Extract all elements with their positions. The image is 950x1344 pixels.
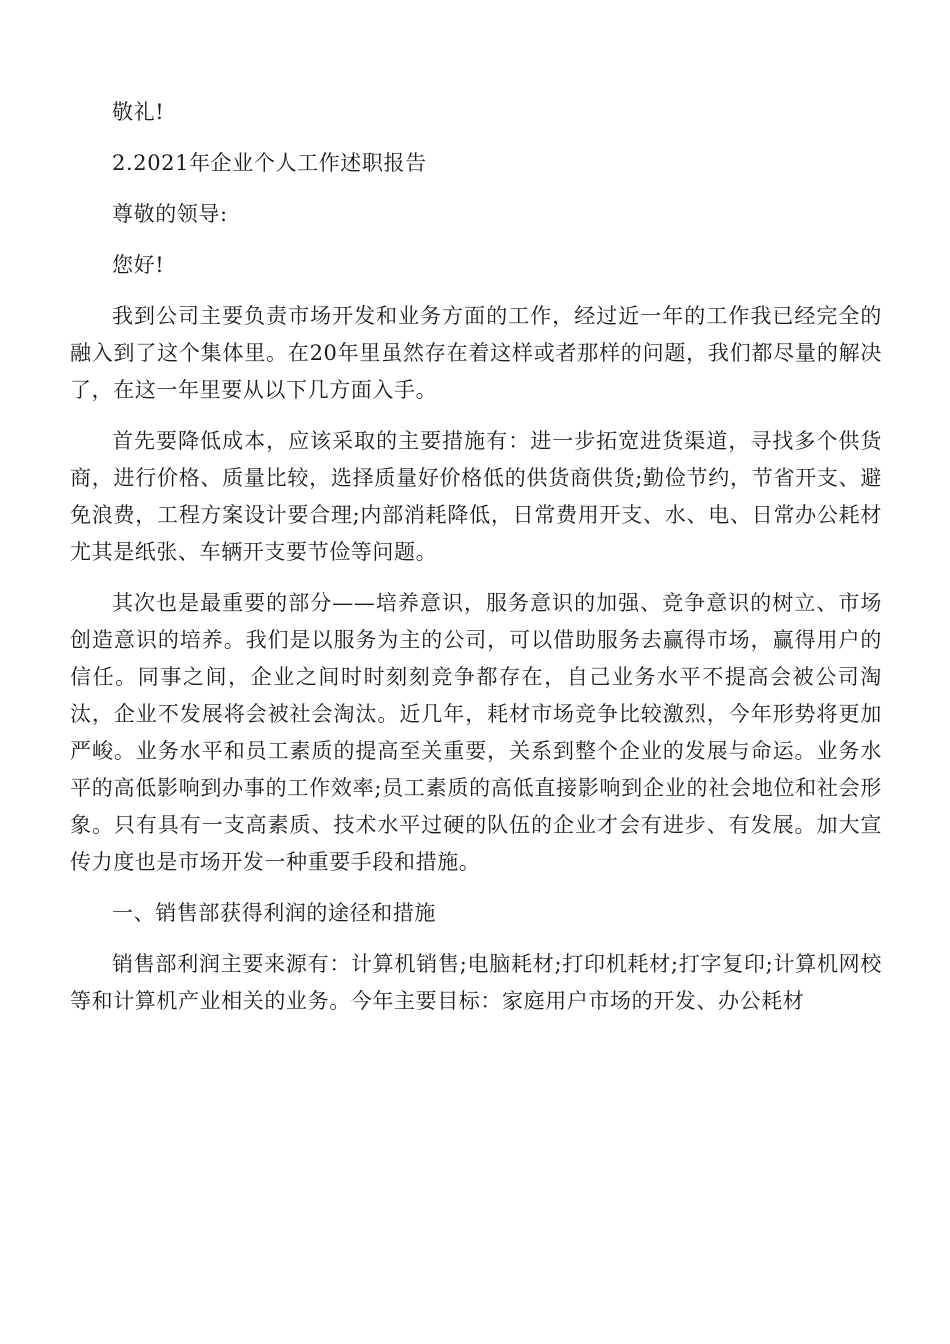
subsection-heading: 一、销售部获得利润的途径和措施: [112, 901, 436, 925]
section-heading: 2.2021年企业个人工作述职报告: [112, 151, 427, 175]
body-paragraph: 销售部利润主要来源有：计算机销售;电脑耗材;打印机耗材;打字复印;计算机网校等和计算机产业相关的业务。今年主要目标：家庭用户市场的开发、办公耗材: [70, 952, 882, 1013]
greeting-recipient: 尊敬的领导:: [112, 202, 228, 226]
body-paragraph: 我到公司主要负责市场开发和业务方面的工作，经过近一年的工作我已经完全的融入到了这个集体里。在20年里虽然存在着这样或者那样的问题，我们都尽量的解决了，在这一年里要从以下几方面入手。: [70, 304, 882, 402]
document-body: [70, 94, 882, 1034]
greeting: 您好!: [112, 253, 165, 277]
body-paragraph: 首先要降低成本，应该采取的主要措施有：进一步拓宽进货渠道，寻找多个供货商，进行价格、质量比较，选择质量好价格低的供货商供货;勤俭节约，节省开支、避免浪费，工程方案设计要合理;内部消耗降低，日常费用开支、水、电、日常办公耗材尤其是纸张、车辆开支要节俭等问题。: [70, 429, 882, 564]
closing-salutation: 敬礼!: [112, 100, 165, 124]
body-paragraph: 其次也是最重要的部分——培养意识，服务意识的加强、竞争意识的树立、市场创造意识的培养。我们是以服务为主的公司，可以借助服务去赢得市场，赢得用户的信任。同事之间，企业之间时时刻刻竞争都存在，自己业务水平不提高会被公司淘汰，企业不发展将会被社会淘汰。近几年，耗材市场竞争比较激烈，今年形势将更加严峻。业务水平和员工素质的提高至关重要，关系到整个企业的发展与命运。业务水平的高低影响到办事的工作效率;员工素质的高低直接影响到企业的社会地位和社会形象。只有具有一支高素质、技术水平过硬的队伍的企业才会有进步、有发展。加大宣传力度也是市场开发一种重要手段和措施。: [70, 591, 882, 874]
